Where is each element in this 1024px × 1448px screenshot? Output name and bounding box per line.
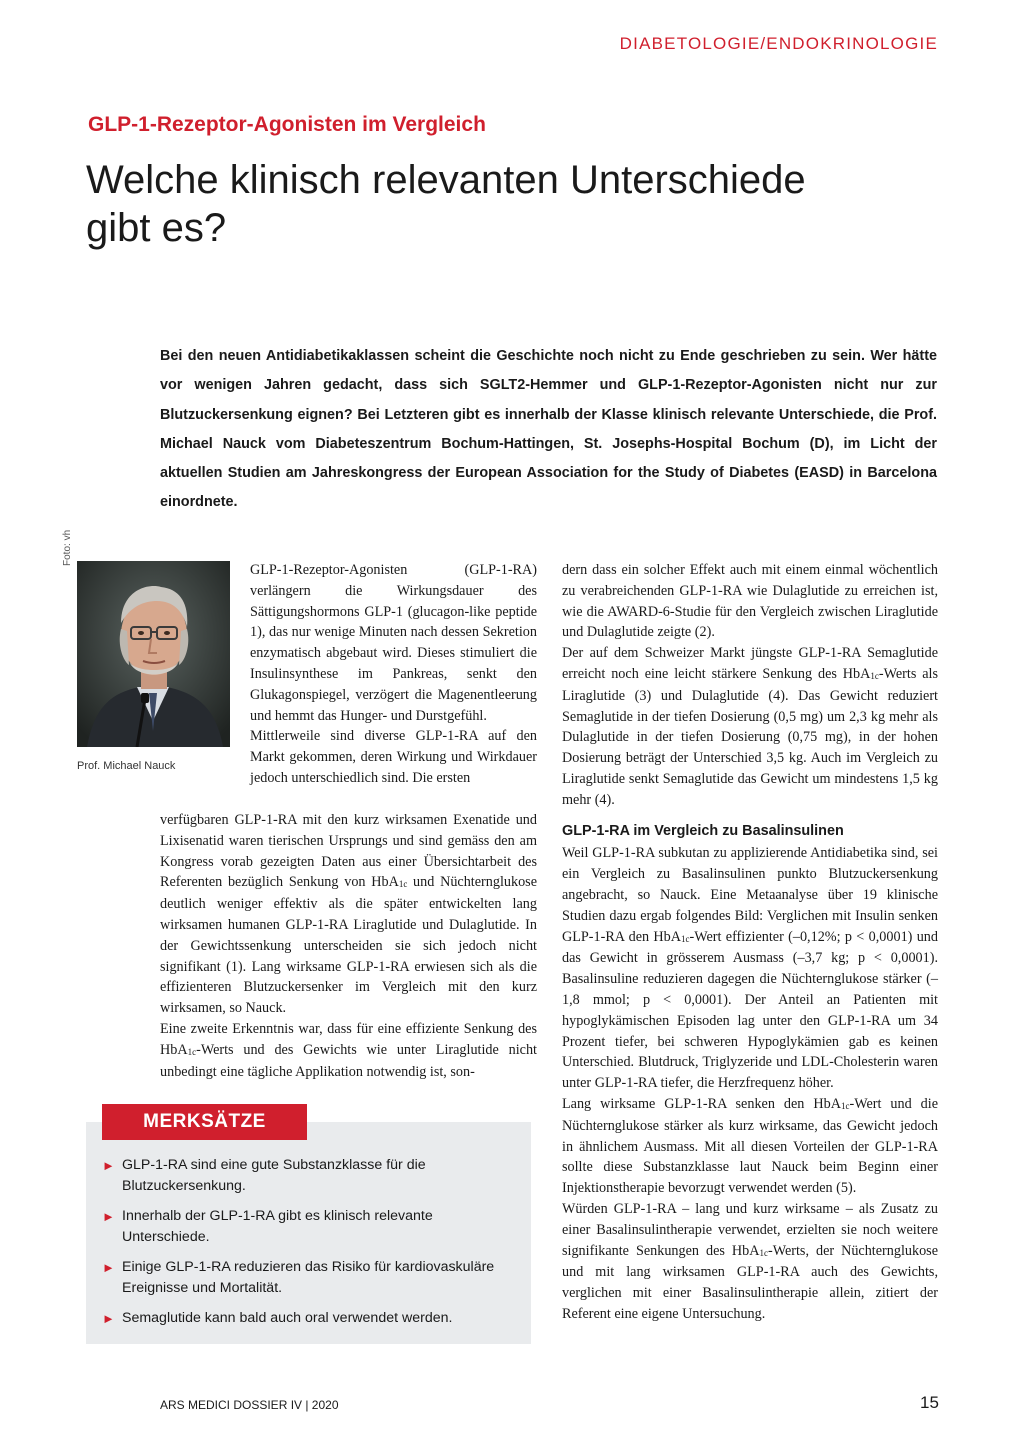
title-line-2: gibt es? [86, 206, 227, 250]
photo-credit: Foto: vh [62, 529, 73, 566]
body-paragraph: Mittlerweile sind diverse GLP-1-RA auf den Markt gekommen, deren Wirkung und Wirkdauer jedoch unterschiedlich sind. Die ersten [250, 728, 537, 786]
triangle-bullet-icon: ► [102, 1260, 115, 1275]
list-item: ► Semaglutide kann bald auch oral verwendet werden. [102, 1308, 522, 1329]
body-paragraph: Eine zweite Erkenntnis war, dass für eine effiziente Senkung des HbA$_{1c}$-Werts und des Gewichts wie unter Liraglutide nicht unbedingt eine tägliche Applikation notwendig ist, son- [160, 1020, 537, 1080]
portrait-photo [77, 561, 230, 747]
list-item: ► Einige GLP-1-RA reduzieren das Risiko für kardiovaskuläre Ereignisse und Mortalität. [102, 1259, 495, 1296]
body-column-right [562, 560, 938, 1325]
article-kicker: GLP-1-Rezeptor-Agonisten im Vergleich [88, 113, 486, 136]
section-header: DIABETOLOGIE/ENDOKRINOLOGIE [619, 34, 938, 53]
title-line-1: Welche klinisch relevanten Unterschiede [86, 158, 806, 202]
article-lead: Bei den neuen Antidiabetikaklassen scheint die Geschichte noch nicht zu Ende geschrieben zu sein. Wer hätte vor wenigen Jahren gedacht, dass sich SGLT2-Hemmer und GLP-1-Rezeptor-Agonisten nicht nur zur Blutzuckersenkung eignen? Bei Letzteren gibt es innerhalb der Klasse klinisch relevante Unterschiede, die Prof. Michael Nauck vom Diabeteszentrum Bochum-Hattingen, St. Josephs-Hospital Bochum (D), im Licht der aktuellen Studien am Jahreskongress der European Association for the Study of Diabetes (EASD) in Barcelona einordnete. [160, 348, 937, 511]
list-item: ► Innerhalb der GLP-1-RA gibt es klinisch relevante Unterschiede. [102, 1208, 433, 1245]
body-column-left-top [250, 560, 537, 789]
triangle-bullet-icon: ► [102, 1209, 115, 1224]
body-paragraph: verfügbaren GLP-1-RA mit den kurz wirksamen Exenatide und Lixisenatid waren tierischen Ursprungs und sind gemäss den am Kongress vorab gezeigten Daten aus einer Übersichtarbeit des Referenten bezüglich Senkung von HbA$_{1c}$ und Nüchternglukose deutlich weniger effektiv als die später entwickelten lang wirksamen humanen GLP-1-RA Liraglutide und Dulaglutide. In der Gewichtssenkung unterscheiden sie sich jedoch nicht signifikant (1). Lang wirksame GLP-1-RA erwiesen sich als die effizienteren Blutzuckersenker im Vergleich mit den kurz wirksamen, so Nauck. [160, 812, 537, 1017]
triangle-bullet-icon: ► [102, 1158, 115, 1173]
list-item: ► GLP-1-RA sind eine gute Substanzklasse für die Blutzuckersenkung. [102, 1157, 426, 1194]
page-number: 15 [920, 1393, 939, 1412]
photo-caption: Prof. Michael Nauck [77, 760, 176, 772]
body-column-left [160, 810, 537, 1082]
merksaetze-title: MERKSÄTZE [102, 1104, 307, 1140]
article-title [86, 156, 906, 252]
body-paragraph: Weil GLP-1-RA subkutan zu applizierende Antidiabetika sind, sei ein Vergleich zu Basalinsulinen punkto Blutzuckersenkung angebracht, so Nauck. Eine Metaanalyse über 19 klinische Studien dazu ergab folgendes Bild: Verglichen mit Insulin senken GLP-1-RA den HbA$_{1c}$-Wert effizienter (–0,12%; p < 0,0001) und das Gewicht in grösserem Ausmass (–3,7 kg; p < 0,0001). Basalinsuline reduzieren dagegen die Nüchternglukose stärker (–1,8 mmol; p < 0,0001). Der Anteil an Patienten mit hypoglykämischen Episoden lag unter den GLP-1-RA um 34 Prozent tiefer, bei schweren Hypoglykämien gab es keinen Unterschied. Blutdruck, Triglyzeride und LDL-Cholesterin waren unter GLP-1-RA tiefer, die Herzfrequenz höher. [562, 845, 938, 1092]
body-paragraph: dern dass ein solcher Effekt auch mit einem einmal wöchentlich zu verabreichenden GLP-1-RA wie Dulaglutide zu erreichen ist, wie die AWARD-6-Studie für den Vergleich zwischen Liraglutide und Dulaglutide zeigte (2). [562, 562, 938, 641]
portrait-illustration [77, 561, 230, 747]
section-subheading: GLP-1-RA im Vergleich zu Basalinsulinen [562, 822, 844, 839]
body-paragraph: Der auf dem Schweizer Markt jüngste GLP-1-RA Semaglutide erreicht noch eine leicht stärkere Senkung des HbA$_{1c}$-Werts als Liraglutide (3) und Dulaglutide (4). Das Gewicht reduziert Semaglutide in der tiefen Dosierung (0,5 mg) um 2,3 kg mehr als Dulaglutide in der tiefen Dosierung (0,75 mg), in der hohen Dosierung beträgt der Unterschied 3,5 kg. Auch im Vergleich zu Liraglutide senkt Semaglutide das Gewicht um mindestens 1,5 kg mehr (4). [562, 645, 938, 808]
body-paragraph: Lang wirksame GLP-1-RA senken den HbA$_{1c}$-Wert und die Nüchternglukose stärker als kurz wirksame, das Gewicht jedoch in ähnlichem Ausmass. Mit all diesen Vorteilen der GLP-1-RA sollte diese Substanzklasse laut Nauck beim Beginn einer Injektionstherapie bevorzugt verwendet werden (5). [562, 1095, 938, 1197]
body-paragraph: Würden GLP-1-RA – lang und kurz wirksame – als Zusatz zu einer Basalinsulintherapie verwendet, erzielten sie noch weitere signifikante Senkungen des HbA$_{1c}$-Werts, der Nüchternglukose und mit lang wirksamen GLP-1-RA auch des Gewichts, verglichen mit einer Basalinsulintherapie allein, zitiert der Referent eine eigene Untersuchung. [562, 1200, 938, 1322]
merksaetze-list [102, 1155, 522, 1338]
footer-publication: ARS MEDICI DOSSIER IV | 2020 [160, 1398, 339, 1412]
triangle-bullet-icon: ► [102, 1311, 115, 1326]
body-paragraph: GLP-1-Rezeptor-Agonisten (GLP-1-RA) verlängern die Wirkungsdauer des Sättigungshormons GLP-1 (glucagon-like peptide 1), das nur wenige Minuten nach dessen Sekretion enzymatisch abgebaut wird. Dieses stimuliert die Insulinsynthese im Pankreas, senkt den Glukagonspiegel, verzögert die Magenentleerung und hemmt das Hunger- und Durstgefühl. [250, 562, 537, 724]
